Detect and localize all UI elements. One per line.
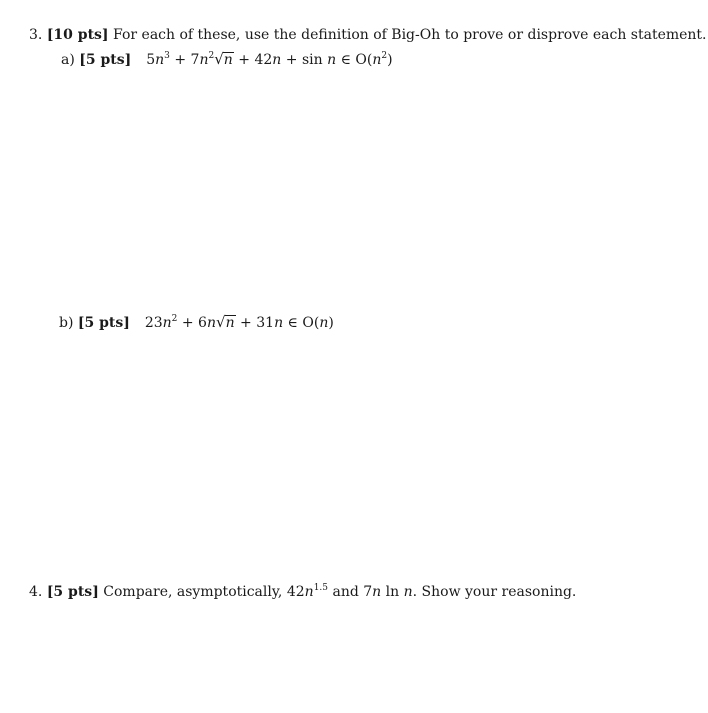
sqrt-symbol: √n [214, 50, 233, 68]
question-4-formula-2: 7n ln n [363, 584, 413, 600]
question-4-text: Compare, asymptotically, [103, 584, 283, 600]
question-3-header [29, 26, 707, 44]
question-3-text: For each of these, use the definition of Big-Oh to prove or disprove each statement. [113, 27, 707, 43]
part-b-formula: $23n^2 + 6n√n + 31n$ ∈ O(n) [144, 313, 334, 331]
question-4 [29, 583, 576, 601]
question-3b [59, 313, 334, 332]
question-4-points: [5 pts] [46, 584, 99, 600]
sqrt-symbol: √n [216, 313, 235, 331]
question-3-number: 3. [29, 27, 43, 43]
part-a-points: [5 pts] [79, 52, 132, 68]
question-4-text-end: . Show your reasoning. [412, 584, 577, 600]
question-3a [61, 50, 393, 69]
part-b-points: [5 pts] [77, 315, 130, 331]
question-4-number: 4. [29, 584, 43, 600]
part-b-label: b) [59, 315, 74, 331]
question-3-points: [10 pts] [46, 27, 109, 43]
question-4-formula-1: $42n^{1.5}$ [286, 583, 329, 600]
part-a-formula: $5n^3 + 7n^2√n + 42n + \sin n$ ∈ $O(n^2)$ [146, 50, 393, 68]
question-4-and: and [332, 584, 359, 600]
part-a-label: a) [61, 52, 75, 68]
